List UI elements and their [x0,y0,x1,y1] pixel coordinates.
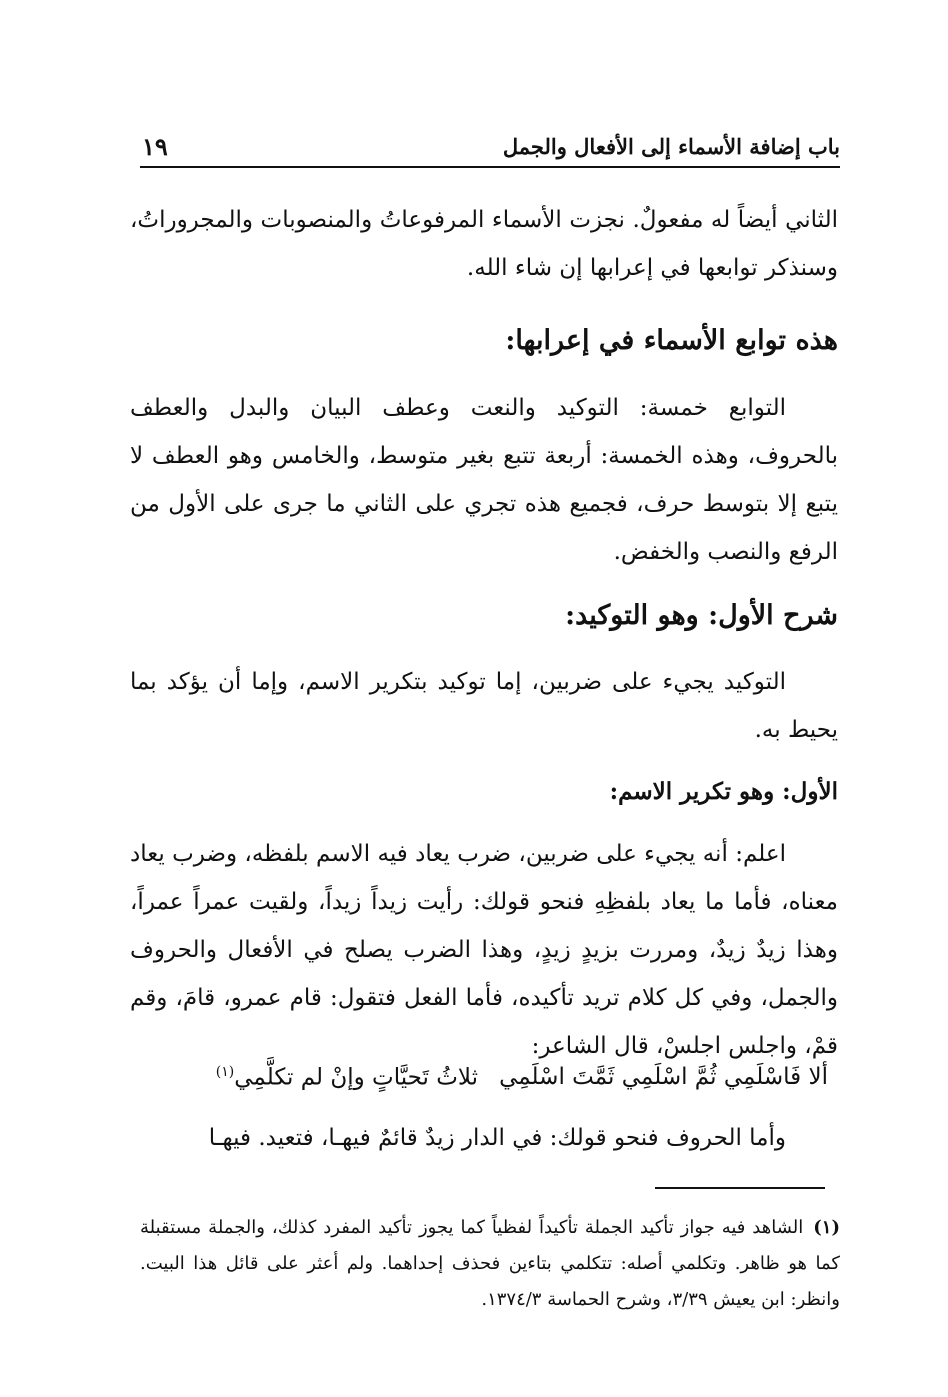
page-number: ١٩ [142,132,168,161]
verse-second-text: ثلاثُ تَحيَّاتٍ وإنْ لم تكلَّمِي [234,1064,478,1091]
intro-paragraph: الثاني أيضاً له مفعولٌ. نجزت الأسماء المرفوعاتُ والمنصوبات والمجروراتُ، وسنذكر توابعها في إعرابها إن شاء الله. [130,207,838,281]
paragraph-takrir: اعلم: أنه يجيء على ضربين، ضرب يعاد فيه الاسم بلفظه، وضرب يعاد معناه، فأما ما يعاد بلفظِهِ فنحو قولك: رأيت زيداً زيداً، ولقيت عمراً عمراً، وهذا زيدٌ زيدٌ، ومررت بزيدٍ زيدٍ، وهذا الضرب يصلح في الأفعال والحروف والجمل، وفي كل كلام تريد تأكيده، فأما الفعل فتقول: قام عمرو، قامَ، وقم قمْ، واجلس اجلسْ، قال الشاعر: [130,841,838,1059]
subheading-takrir: الأول: وهو تكرير الاسم: [609,778,838,805]
verse-first-hemistich [499,1064,828,1108]
section-heading-tawabi: هذه توابع الأسماء في إعرابها: [505,325,838,356]
chapter-title: باب إضافة الأسماء إلى الأفعال والجمل [502,134,840,159]
page-header [140,128,840,168]
footnote-number: (١) [813,1217,840,1238]
paragraph-huruf: وأما الحروف فنحو قولك: في الدار زيدٌ قائمٌ فيهـا، فتعيد. فيهـا [208,1125,786,1151]
verse-first-text: ألا فَاسْلَمِي ثُمَّ اسْلَمِي ثَمَّتَ اسْلَمِي [499,1064,828,1090]
footnote-divider [655,1187,825,1189]
paragraph-tawkid: التوكيد يجيء على ضربين، إما توكيد بتكرير الاسم، وإما أن يؤكد بما يحيط به. [130,669,838,743]
footnote-marker[interactable]: (١) [215,1064,235,1080]
paragraph-tawabi: التوابع خمسة: التوكيد والنعت وعطف البيان والبدل والعطف بالحروف، وهذه الخمسة: أربعة تتبع بغير متوسط، والخامس وهو العطف لا يتبع إلا بتوسط حرف، فجميع هذه تجري على الثاني ما جرى على الأول من الرفع والنصب والخفض. [130,395,838,565]
footnote-text: الشاهد فيه جواز تأكيد الجملة تأكيداً لفظياً كما يجوز تأكيد المفرد كذلك، والجملة مستقبلة كما هو ظاهر. وتكلمي أصله: تتكلمي بتاءين فحذف إحداهما. ولم أعثر على قائل هذا البيت. وانظر: ابن يعيش ٣/٣٩، وشرح الحماسة ١٣٧٤/٣. [140,1217,840,1310]
footnote [140,1210,840,1318]
section-heading-tawkid: شرح الأول: وهو التوكيد: [565,600,838,631]
verse-second-hemistich [216,1064,478,1108]
